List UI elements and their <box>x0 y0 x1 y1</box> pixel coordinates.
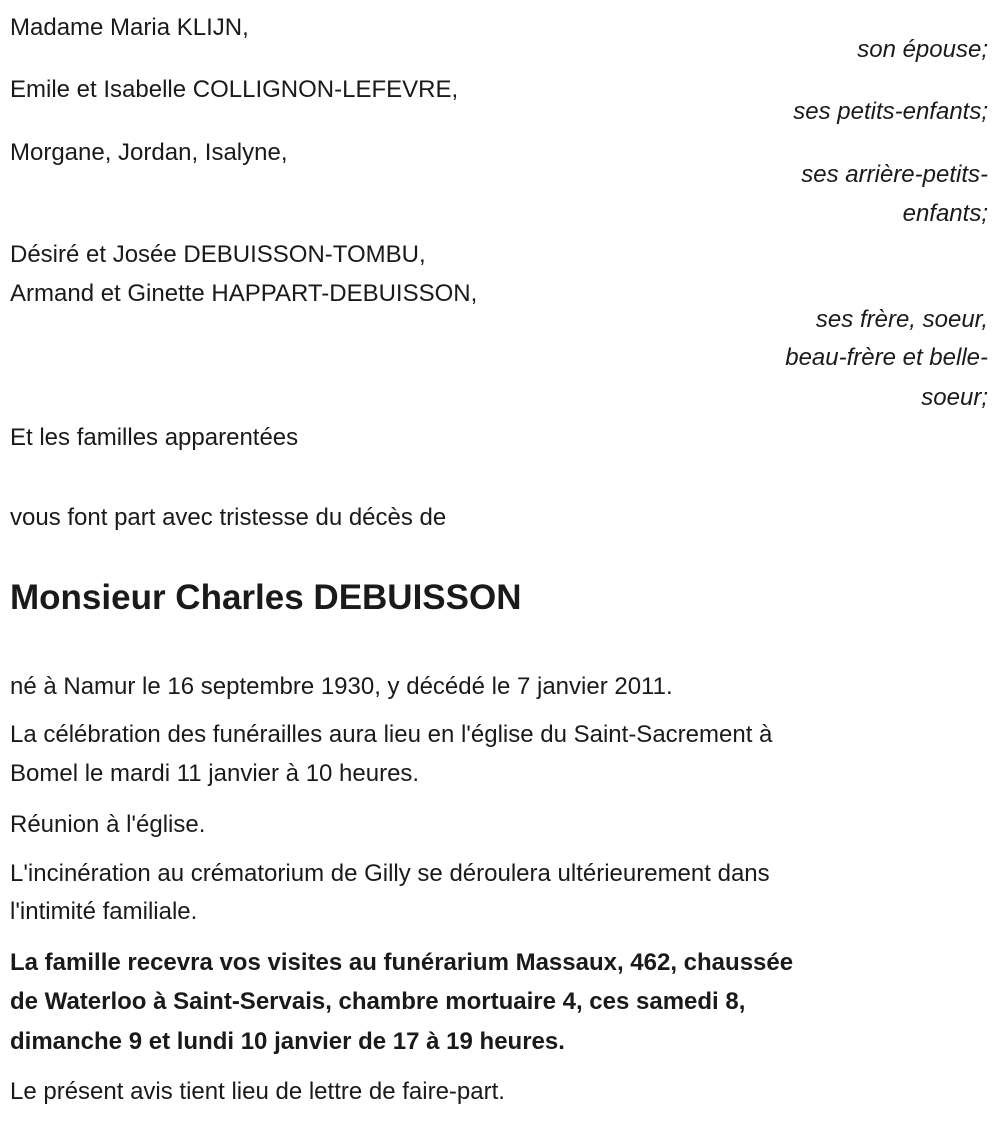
visits-info: La famille recevra vos visites au funérarium Massaux, 462, chaussée <box>10 949 794 976</box>
meeting-info: Réunion à l'église. <box>10 811 206 838</box>
family-name: Désiré et Josée DEBUISSON-TOMBU, <box>10 241 426 268</box>
family-relation: ses frère, soeur, <box>815 306 988 333</box>
funeral-info: La célébration des funérailles aura lieu en l'église du Saint-Sacrement à <box>10 721 773 748</box>
birth-death: né à Namur le 16 septembre 1930, y décédé le 7 janvier 2011. <box>10 673 673 700</box>
visits-info: dimanche 9 et lundi 10 janvier de 17 à 19 heures. <box>10 1028 565 1055</box>
family-relation: ses arrière-petits- <box>801 161 988 188</box>
visits-info: de Waterloo à Saint-Servais, chambre mortuaire 4, ces samedi 8, <box>10 988 746 1015</box>
announcement: vous font part avec tristesse du décès de <box>10 504 447 531</box>
family-relation: enfants; <box>902 200 988 227</box>
family-relation: beau-frère et belle- <box>785 344 988 371</box>
family-relation: ses petits-enfants; <box>793 98 988 125</box>
family-name: Madame Maria KLIJN, <box>10 14 249 41</box>
cremation-info: L'incinération au crématorium de Gilly se déroulera ultérieurement dans <box>10 860 770 887</box>
funeral-info: Bomel le mardi 11 janvier à 10 heures. <box>10 760 420 787</box>
closing-note: Le présent avis tient lieu de lettre de faire-part. <box>10 1078 505 1105</box>
family-name: Emile et Isabelle COLLIGNON-LEFEVRE, <box>10 76 459 103</box>
other-families: Et les familles apparentées <box>10 424 299 451</box>
cremation-info: l'intimité familiale. <box>10 898 198 925</box>
family-name: Morgane, Jordan, Isalyne, <box>10 139 288 166</box>
family-name: Armand et Ginette HAPPART-DEBUISSON, <box>10 280 478 307</box>
family-relation: soeur; <box>921 384 988 411</box>
family-relation: son épouse; <box>857 36 988 63</box>
deceased-name: Monsieur Charles DEBUISSON <box>10 578 522 617</box>
